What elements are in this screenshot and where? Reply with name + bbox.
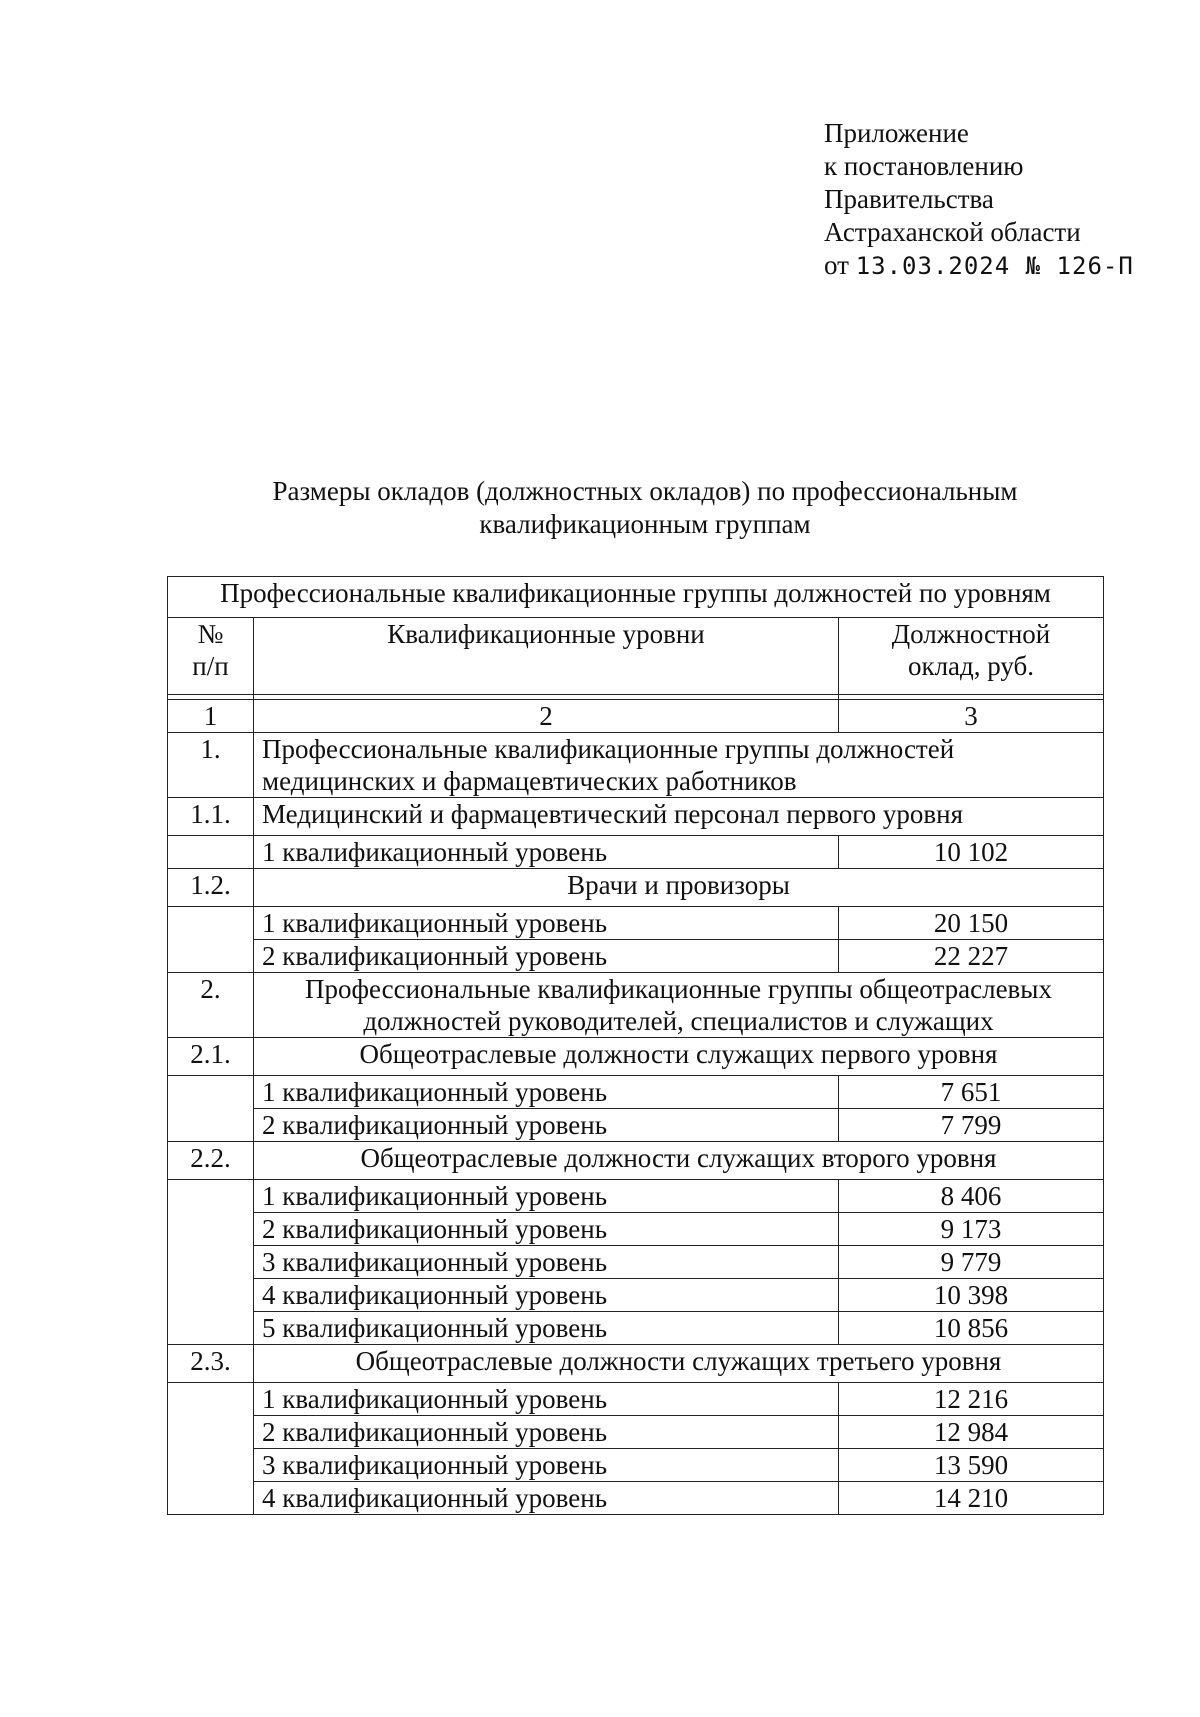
level-row [168,1246,1104,1279]
level-row [168,1279,1104,1312]
group-row [168,973,1104,1038]
appendix-block [824,117,1134,283]
table-header-row [168,577,1104,618]
table-columns-row [168,618,1104,695]
level-number-blank [168,1076,254,1142]
salary-value: 10 102 [839,836,1104,869]
level-name: 4 квалификационный уровень [254,1482,839,1515]
subgroup-number: 2.2. [168,1142,254,1180]
level-name: 5 квалификационный уровень [254,1312,839,1345]
group-title [254,733,1104,798]
appendix-line: к постановлению [824,151,1024,181]
title-line: Размеры окладов (должностных окладов) по профессиональным [272,476,1018,506]
salary-value: 9 173 [839,1213,1104,1246]
salary-value: 22 227 [839,940,1104,973]
level-number-blank [168,1180,254,1345]
level-row [168,940,1104,973]
level-name: 1 квалификационный уровень [254,907,839,940]
level-name: 2 квалификационный уровень [254,1109,839,1142]
group-number: 1. [168,733,254,798]
col-salary-header [839,618,1104,695]
level-row [168,1109,1104,1142]
level-number-blank [168,836,254,869]
level-number-blank [168,907,254,973]
subgroup-title: Врачи и провизоры [254,869,1104,907]
subgroup-title: Общеотраслевые должности служащих третьего уровня [254,1345,1104,1383]
subgroup-title: Общеотраслевые должности служащих первого уровня [254,1038,1104,1076]
salary-value: 13 590 [839,1449,1104,1482]
header-span-cell: Профессиональные квалификационные группы должностей по уровням [168,577,1104,618]
subgroup-title: Медицинский и фармацевтический персонал первого уровня [254,798,1104,836]
group-title-line: Профессиональные квалификационные группы общеотраслевых [305,974,1052,1004]
subgroup-row [168,1038,1104,1076]
level-name: 2 квалификационный уровень [254,940,839,973]
level-name: 3 квалификационный уровень [254,1246,839,1279]
salary-value: 7 651 [839,1076,1104,1109]
salary-value: 12 984 [839,1416,1104,1449]
level-row [168,1180,1104,1213]
subgroup-number: 2.3. [168,1345,254,1383]
group-title [254,973,1104,1038]
salary-value: 10 398 [839,1279,1104,1312]
level-name: 2 квалификационный уровень [254,1416,839,1449]
level-row [168,1449,1104,1482]
salary-value: 7 799 [839,1109,1104,1142]
salary-value: 10 856 [839,1312,1104,1345]
col-levels-header: Квалификационные уровни [254,618,839,695]
subgroup-row [168,869,1104,907]
title-line: квалификационным группам [479,509,811,539]
level-row [168,1076,1104,1109]
level-name: 2 квалификационный уровень [254,1213,839,1246]
column-index-row [168,700,1104,733]
salary-value: 8 406 [839,1180,1104,1213]
column-index-cell: 3 [839,700,1104,733]
date-prefix: от [824,250,849,280]
level-row [168,1482,1104,1515]
column-index-cell: 1 [168,700,254,733]
appendix-line: Астраханской области [824,217,1081,247]
level-row [168,1416,1104,1449]
salary-value: 20 150 [839,907,1104,940]
col-num-header [168,618,254,695]
subgroup-number: 1.1. [168,798,254,836]
group-title-line: Профессиональные квалификационные группы должностей [262,734,955,764]
col-salary-header-line: оклад, руб. [907,651,1035,681]
level-row [168,1312,1104,1345]
level-name: 1 квалификационный уровень [254,836,839,869]
subgroup-row [168,1142,1104,1180]
group-title-line: медицинских и фармацевтических работников [262,766,797,796]
appendix-line: Правительства [824,184,994,214]
salary-value: 12 216 [839,1383,1104,1416]
col-num-header-line: п/п [192,651,229,681]
level-name: 1 квалификационный уровень [254,1383,839,1416]
salary-value: 9 779 [839,1246,1104,1279]
salary-table-body [168,577,1104,1515]
level-number-blank [168,1383,254,1515]
salary-value: 14 210 [839,1482,1104,1515]
subgroup-number: 2.1. [168,1038,254,1076]
group-number: 2. [168,973,254,1038]
group-row [168,733,1104,798]
subgroup-title: Общеотраслевые должности служащих второго уровня [254,1142,1104,1180]
column-index-cell: 2 [254,700,839,733]
level-row [168,836,1104,869]
level-row [168,1213,1104,1246]
document-title [160,475,1130,541]
salary-table [167,576,1104,1515]
col-num-header-line: № [197,619,224,649]
level-name: 1 квалификационный уровень [254,1076,839,1109]
subgroup-row [168,1345,1104,1383]
subgroup-row [168,798,1104,836]
level-name: 3 квалификационный уровень [254,1449,839,1482]
level-name: 4 квалификационный уровень [254,1279,839,1312]
appendix-date-line [824,249,1134,283]
subgroup-number: 1.2. [168,869,254,907]
date-number-stamp: 13.03.2024 № 126-П [855,252,1134,280]
appendix-line: Приложение [824,118,969,148]
level-row [168,907,1104,940]
level-row [168,1383,1104,1416]
col-salary-header-line: Должностной [891,619,1051,649]
level-name: 1 квалификационный уровень [254,1180,839,1213]
group-title-line: должностей руководителей, специалистов и служащих [363,1006,994,1036]
